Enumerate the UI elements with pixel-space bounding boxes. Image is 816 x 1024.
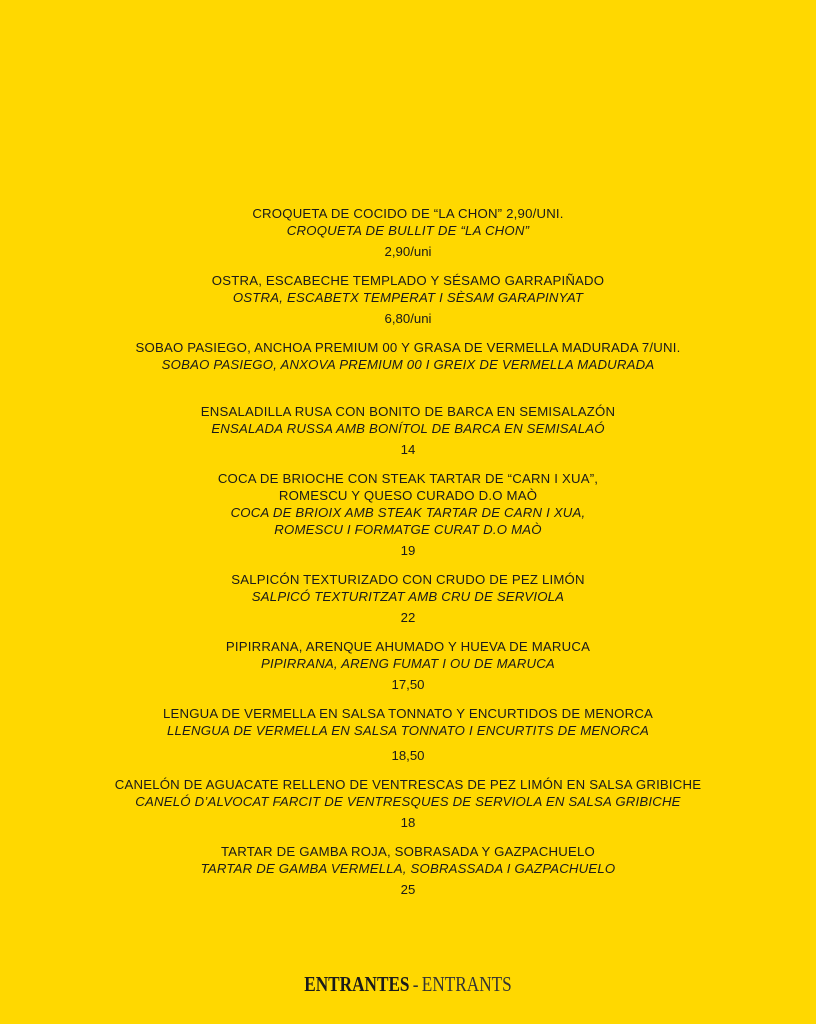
section-title-separator: - (412, 972, 419, 996)
menu-item (0, 470, 816, 559)
menu-list (0, 205, 816, 910)
dish-price: 18,50 (391, 748, 425, 763)
menu-item (0, 571, 816, 626)
dish-name-es: CROQUETA DE COCIDO DE “LA CHON” 2,90/UNI. (252, 206, 564, 221)
dish-name-ca: PIPIRRANA, ARENG FUMAT I OU DE MARUCA (261, 656, 555, 671)
dish-name-ca: CROQUETA DE BULLIT DE “LA CHON” (286, 223, 530, 238)
dish-price: 14 (400, 442, 416, 457)
dish-name-ca: SOBAO PASIEGO, ANXOVA PREMIUM 00 I GREIX DE VERMELLA MADURADA (161, 357, 655, 372)
dish-name-ca: CANELÓ D’ALVOCAT FARCIT DE VENTRESQUES DE SERVIOLA EN SALSA GRIBICHE (135, 794, 681, 809)
dish-name-ca: TARTAR DE GAMBA VERMELLA, SOBRASSADA I GAZPACHUELO (200, 861, 616, 876)
dish-name-ca: COCA DE BRIOIX AMB STEAK TARTAR DE CARN I XUA, ROMESCU I FORMATGE CURAT D.O MAÒ (230, 505, 586, 537)
dish-price: 2,90/uni (384, 244, 432, 259)
dish-price: 18 (400, 815, 416, 830)
dish-name-es: CANELÓN DE AGUACATE RELLENO DE VENTRESCAS DE PEZ LIMÓN EN SALSA GRIBICHE (114, 777, 702, 792)
dish-name-ca: OSTRA, ESCABETX TEMPERAT I SÈSAM GARAPINYAT (232, 290, 584, 305)
menu-item (0, 776, 816, 831)
dish-name-es: PIPIRRANA, ARENQUE AHUMADO Y HUEVA DE MARUCA (225, 639, 591, 654)
section-title-es: ENTRANTES (304, 972, 410, 996)
dish-name-es: LENGUA DE VERMELLA EN SALSA TONNATO Y ENCURTIDOS DE MENORCA (162, 706, 654, 721)
dish-name-es: SALPICÓN TEXTURIZADO CON CRUDO DE PEZ LIMÓN (231, 572, 585, 587)
menu-item (0, 205, 816, 260)
dish-price: 22 (400, 610, 416, 625)
menu-item (0, 339, 816, 373)
dish-name-ca: SALPICÓ TEXTURITZAT AMB CRU DE SERVIOLA (251, 589, 565, 604)
dish-name-ca: LLENGUA DE VERMELLA EN SALSA TONNATO I ENCURTITS DE MENORCA (166, 723, 649, 738)
dish-name-es: SOBAO PASIEGO, ANCHOA PREMIUM 00 Y GRASA DE VERMELLA MADURADA 7/UNI. (135, 340, 681, 355)
menu-item (0, 272, 816, 327)
dish-price: 17,50 (391, 677, 425, 692)
menu-item (0, 843, 816, 898)
dish-name-ca: ENSALADA RUSSA AMB BONÍTOL DE BARCA EN SEMISALAÓ (211, 421, 605, 436)
dish-name-es: OSTRA, ESCABECHE TEMPLADO Y SÉSAMO GARRAPIÑADO (211, 273, 605, 288)
dish-name-es: TARTAR DE GAMBA ROJA, SOBRASADA Y GAZPACHUELO (221, 844, 595, 859)
dish-price: 6,80/uni (384, 311, 432, 326)
dish-price: 19 (400, 543, 416, 558)
menu-item (0, 638, 816, 693)
menu-item (0, 705, 816, 764)
dish-name-es: ENSALADILLA RUSA CON BONITO DE BARCA EN SEMISALAZÓN (200, 404, 616, 419)
dish-price: 25 (400, 882, 416, 897)
menu-item (0, 403, 816, 458)
dish-name-es: COCA DE BRIOCHE CON STEAK TARTAR DE “CARN I XUA”, ROMESCU Y QUESO CURADO D.O MAÒ (217, 471, 599, 503)
section-title-ca: ENTRANTS (421, 972, 512, 996)
section-title (73, 972, 742, 997)
